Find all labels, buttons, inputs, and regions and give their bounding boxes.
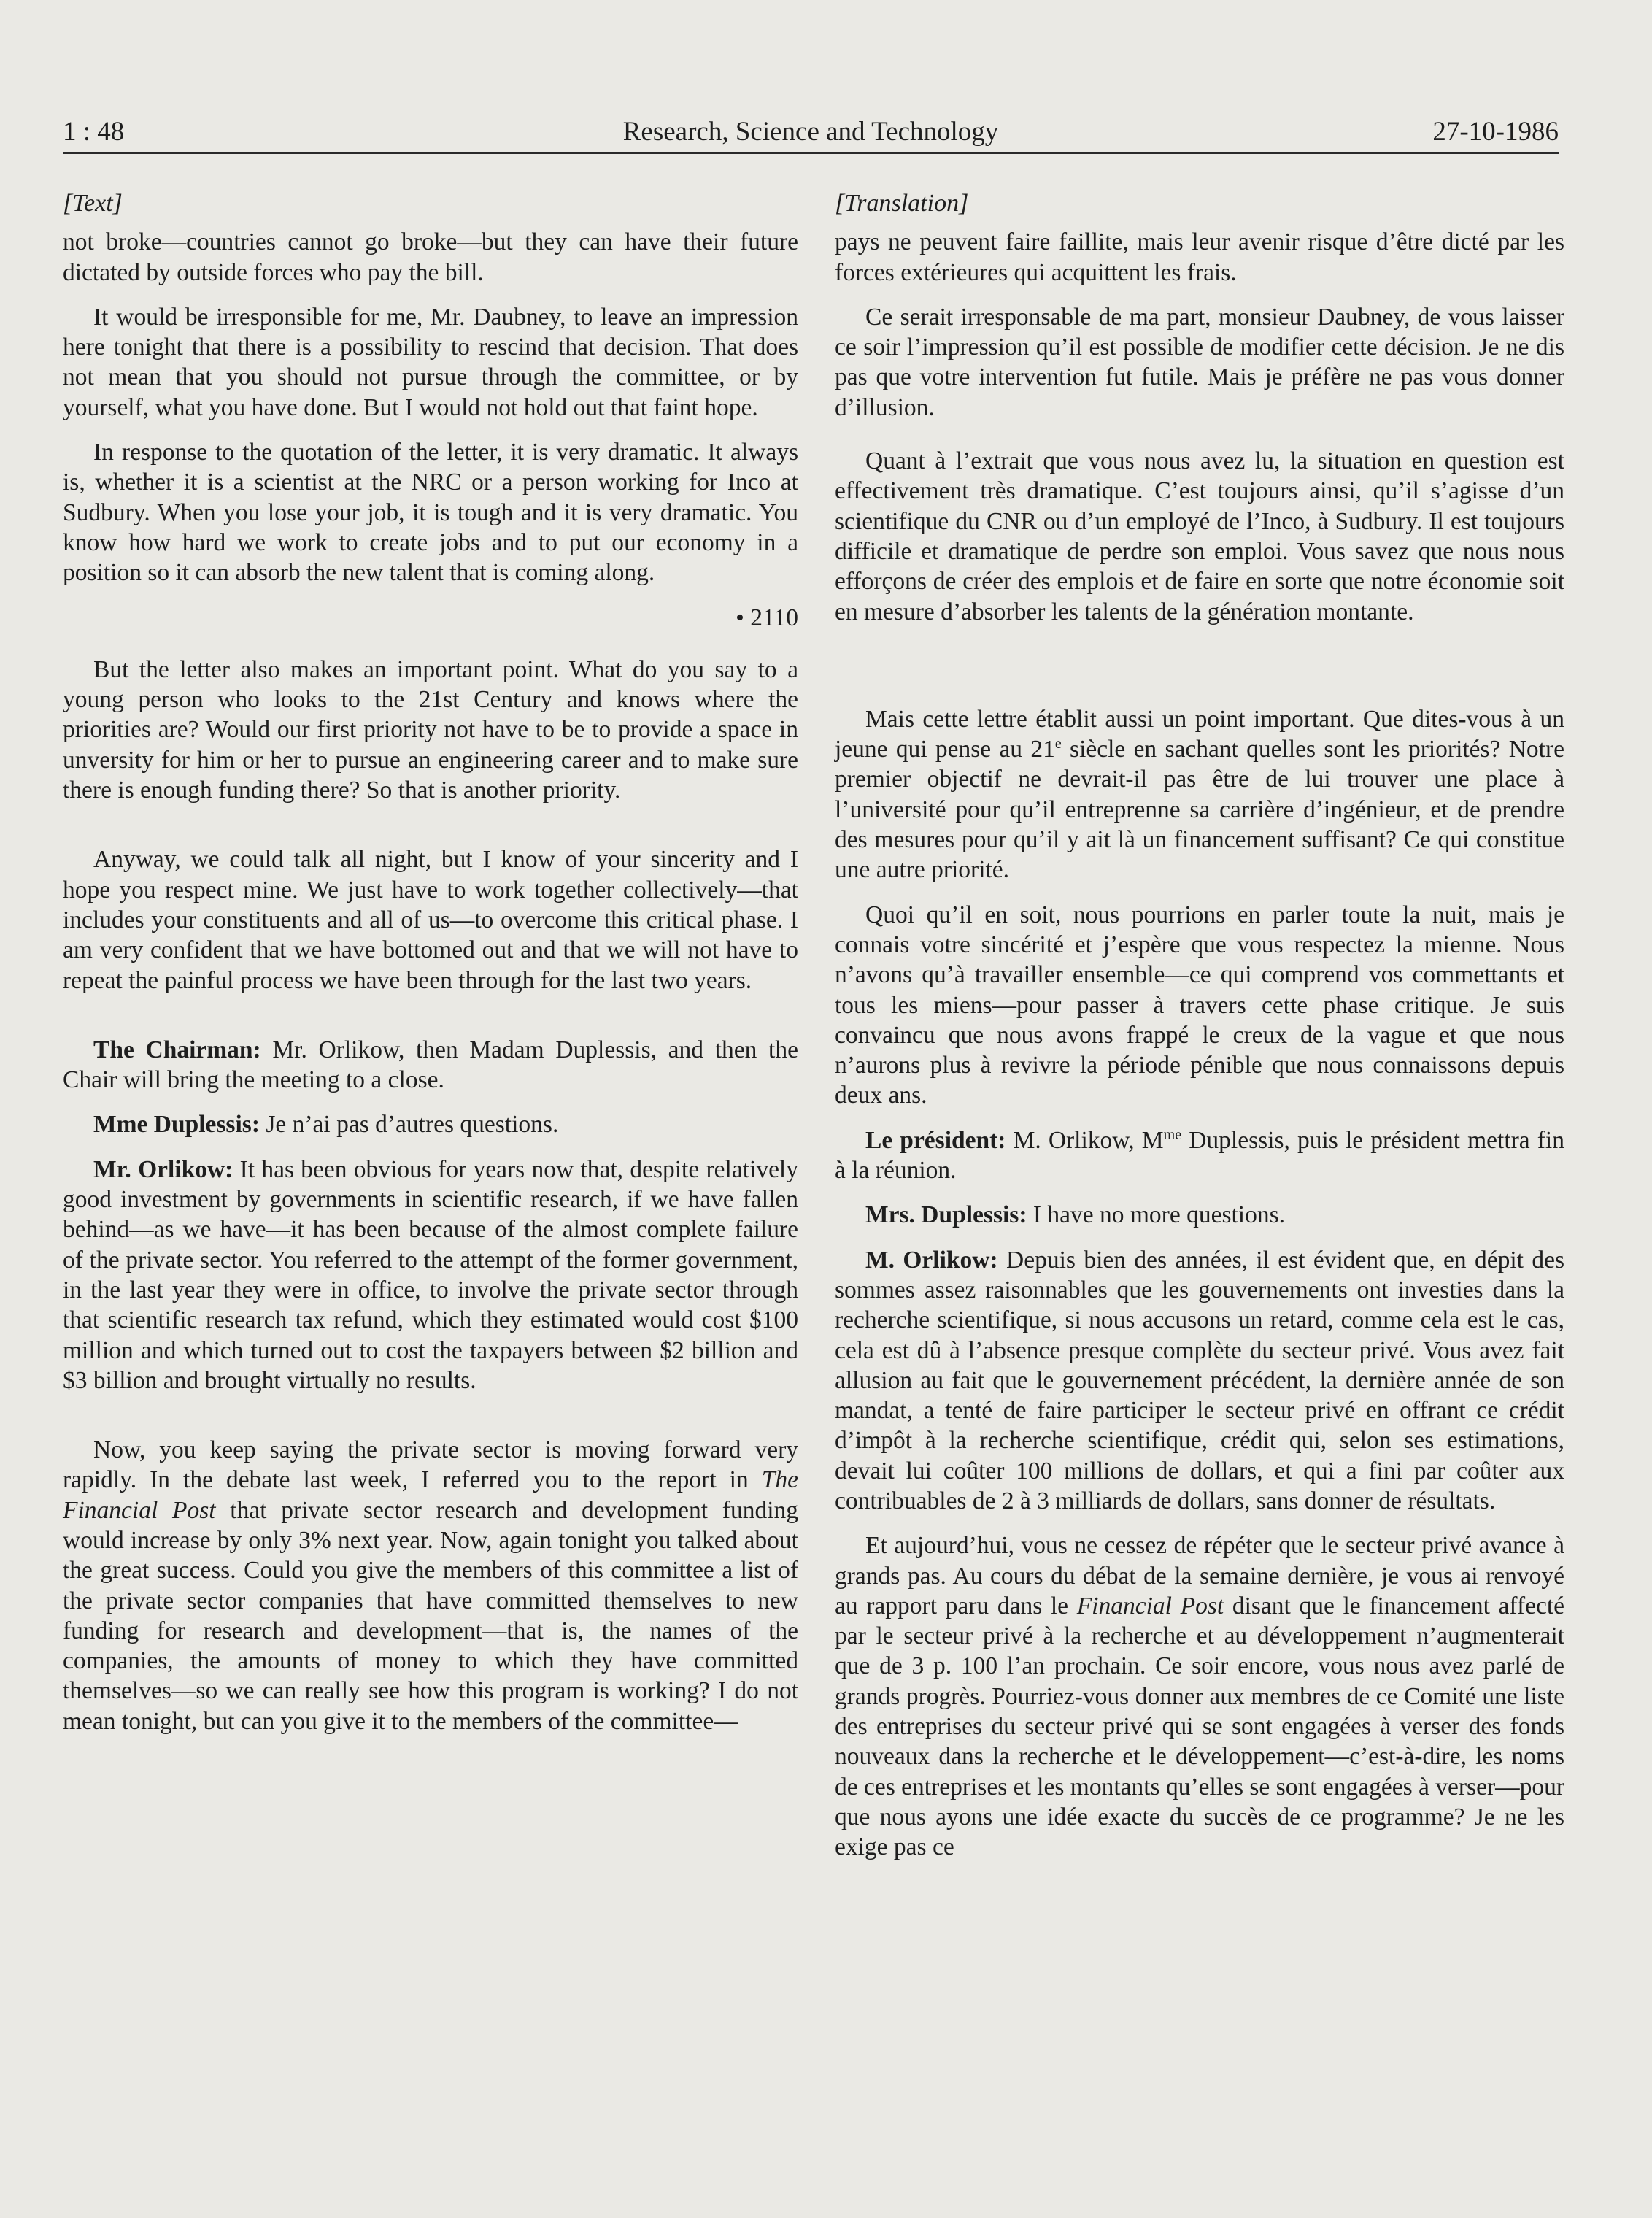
header-date: 27-10-1986 bbox=[1432, 117, 1559, 147]
english-column bbox=[63, 188, 798, 1751]
paragraph: It would be irresponsible for me, Mr. Daubney, to leave an impression here tonight that there is a possibility to rescind that decision. That does not mean that you should not pursue through the committee, or by yourself, what you have done. But I would not hold out that faint hope. bbox=[63, 303, 798, 421]
paragraph: Quoi qu’il en soit, nous pourrions en parler toute la nuit, mais je connais votre sincérité et j’espère que vous respectez la mienne. Nous n’avons qu’à travailler ensemble—ce qui comprend vos commettants et tous les miens—pour passer à travers cette phase critique. Je suis convaincu que nous avons frappé le creux de la vague et que nous n’aurons plus à revivre la période pénible que nous connaissons depuis deux ans. bbox=[835, 901, 1564, 1109]
speaker-paragraph bbox=[63, 1035, 798, 1095]
paragraph: not broke—countries cannot go broke—but they can have their future dictated by outside forces who pay the bill. bbox=[63, 228, 798, 286]
speaker-paragraph bbox=[835, 1125, 1564, 1186]
speech-text: Mr. Orlikow, then Madam Duplessis, and then the Chair will bring the meeting to a close. bbox=[63, 1036, 798, 1094]
paragraph: Quant à l’extrait que vous nous avez lu, la situation en question est effectivement très dramatique. C’est toujours ainsi, qu’il s’agisse d’un scientifique du CNR ou d’un employé de l’Inco, à Sudbury. Il est toujours difficile et dramatique de perdre son emploi. Vous savez que nous nous efforçons de créer des emplois et de faire en sorte que notre économie soit en mesure d’absorber les talents de la génération montante. bbox=[835, 447, 1564, 625]
paragraph bbox=[835, 1530, 1564, 1862]
speech-text: Depuis bien des années, il est évident que, en dépit des sommes assez raisonnables que les gouvernements ont investies dans la recherche scientifique, si nous accusons un retard, comme cela est le cas, cela est dû à l’absence presque complète du secteur privé. Vous avez fait allusion au fait que le gouvernement précédent, la dernière année de son mandat, a tenté de faire participer le secteur privé en offrant ce crédit d’impôt à la recherche scientifique, crédit qui, selon ses estimations, devait lui coûter 100 millions de dollars, et qui a fini par coûter aux contribuables de 2 à 3 milliards de dollars, sans donner de résultats. bbox=[835, 1246, 1564, 1514]
translation-label: [Translation] bbox=[835, 190, 969, 217]
speech-text: I have no more questions. bbox=[1027, 1201, 1286, 1229]
paragraph: Ce serait irresponsable de ma part, monsieur Daubney, de vous laisser ce soir l’impression qu’il est possible de modifier cette décision. Je ne dis pas que votre intervention fut futile. Mais je préfère ne pas vous donner d’illusion. bbox=[835, 303, 1564, 421]
speaker-name: The Chairman: bbox=[93, 1036, 261, 1063]
speaker-paragraph bbox=[835, 1245, 1564, 1517]
speaker-paragraph bbox=[63, 1155, 798, 1395]
french-column bbox=[835, 188, 1564, 1877]
page-header bbox=[63, 109, 1559, 154]
page-number: 1 : 48 bbox=[63, 117, 125, 147]
text-run: siècle en sachant quelles sont les priorités? Notre premier objectif ne devrait-il pas être de lui trouver une place à l’université pour qu’il entreprenne sa carrière d’ingénieur, et de prendre des mesures pour qu’il y ait là un financement suffisant? Ce qui constitue une autre priorité. bbox=[835, 736, 1565, 884]
speaker-paragraph bbox=[835, 1200, 1564, 1230]
text-label: [Text] bbox=[63, 190, 123, 217]
running-title: Research, Science and Technology bbox=[622, 117, 999, 147]
text-run: Et aujourd’hui, vous ne cessez de répéter que le secteur privé avance à grands pas. Au cours du débat de la semaine dernière, je vous ai renvoyé au rapport paru dans le bbox=[835, 1532, 1564, 1620]
speech-text: It has been obvious for years now that, despite relatively good investment by governments in scientific research, if we have fallen behind—as we have—it has been because of the almost complete failure of the private sector. You referred to the attempt of the former government, in the last year they were in office, to involve the private sector through that scientific research tax refund, which they estimated would cost $100 million and which turned out to cost the taxpayers between $2 billion and $3 billion and brought virtually no results. bbox=[63, 1155, 798, 1394]
text-run: disant que le financement affecté par le secteur privé à la recherche et au développement n’augmenterait que de 3 p. 100 l’an prochain. Ce soir encore, vous nous avez parlé de grands progrès. Pourriez-vous donner aux membres de ce Comité une liste des entreprises du secteur privé qui se sont engagées à verser des fonds nouveaux dans la recherche et le développement—c’est-à-dire, les noms de ces entreprises et les montants qu’elles se sont engagées à verser—pour que nous ayons une idée exacte du succès de ce programme? Je ne les exige pas ce bbox=[835, 1592, 1565, 1861]
superscript: e bbox=[1054, 736, 1062, 752]
publication-title: The Financial Post bbox=[63, 1466, 798, 1524]
text-run: Mais cette lettre établit aussi un point important. Que dites-vous à un jeune qui pense au 21 bbox=[835, 705, 1564, 763]
speaker-name: Mme Duplessis: bbox=[93, 1111, 260, 1139]
speaker-name: Mrs. Duplessis: bbox=[865, 1201, 1027, 1229]
paragraph bbox=[63, 1435, 798, 1736]
speaker-paragraph bbox=[63, 1109, 798, 1139]
paragraph: In response to the quotation of the letter, it is very dramatic. It always is, whether it is a scientist at the NRC or a person working for Inco at Sudbury. When you lose your job, it is tough and it is very dramatic. You know how hard we work to create jobs and to put our economy in a position so it can absorb the new talent that is coming along. bbox=[63, 439, 798, 587]
time-marker: • 2110 bbox=[736, 604, 798, 631]
paragraph: Anyway, we could talk all night, but I know of your sincerity and I hope you respect mine. We just have to work together collectively—that includes your constituents and all of us—to overcome this critical phase. I am very confident that we have bottomed out and that we will not have to repeat the painful process we have been through for the last two years. bbox=[63, 846, 798, 994]
publication-title: Financial Post bbox=[1076, 1592, 1224, 1620]
superscript: me bbox=[1163, 1126, 1182, 1143]
paragraph bbox=[835, 704, 1564, 885]
text-run: Now, you keep saying the private sector is moving forward very rapidly. In the debate last week, I referred you to the report in bbox=[63, 1436, 798, 1494]
speech-text: Duplessis, puis le président mettra fin à la réunion. bbox=[835, 1126, 1564, 1185]
text-run: that private sector research and development funding would increase by only 3% next year. Now, again tonight you talked about the great success. Could you give the members of this committee a list of the private sector companies that have committed themselves to new funding for research and development—that is, the names of the companies, the amounts of money to which they have committed themselves—so we can really see how this program is working? I do not mean tonight, but can you give it to the members of the committee— bbox=[63, 1496, 799, 1735]
speaker-name: M. Orlikow: bbox=[865, 1246, 998, 1274]
speech-text: Je n’ai pas d’autres questions. bbox=[259, 1111, 559, 1139]
speaker-name: Mr. Orlikow: bbox=[93, 1155, 233, 1183]
speech-text: M. Orlikow, M bbox=[1006, 1126, 1164, 1154]
paragraph: pays ne peuvent faire faillite, mais leur avenir risque d’être dicté par les forces extérieures qui acquittent les frais. bbox=[835, 228, 1564, 286]
speaker-name: Le président: bbox=[865, 1126, 1006, 1154]
paragraph: But the letter also makes an important point. What do you say to a young person who looks to the 21st Century and knows where the priorities are? Would our first priority not have to be to provide a space in unversity for him or her to pursue an engineering career and to make sure there is enough funding there? So that is another priority. bbox=[63, 655, 798, 804]
